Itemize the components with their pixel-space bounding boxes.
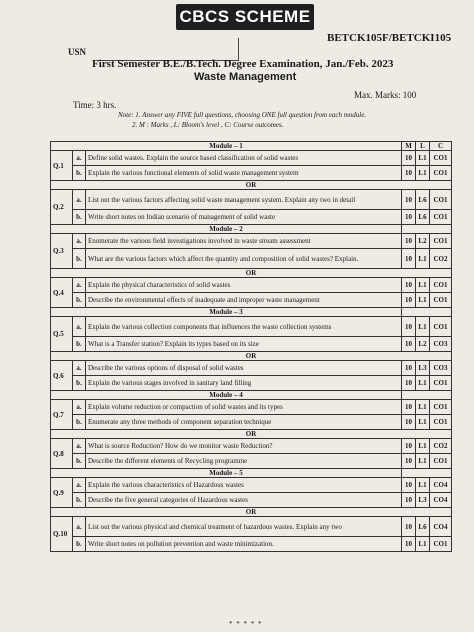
course-outcome: CO1 [430,166,452,181]
question-text: What is source Reduction? How do we monitor waste Reduction? [86,439,402,454]
time-allowed: Time: 3 hrs. [73,100,117,110]
question-text: Explain the various characteristics of Hazardous wastes [86,478,402,493]
question-text: Explain the various functional elements of solid waste management system [86,166,402,181]
blooms-level: L3 [416,361,430,376]
blooms-level: L2 [416,234,430,249]
or-label: OR [51,181,452,190]
question-part-row [51,493,452,508]
or-divider-row [51,430,452,439]
blooms-level: L1 [416,317,430,337]
question-text: Enumerate any three methods of component separation technique [86,415,402,430]
blooms-level: L6 [416,517,430,537]
module-header-row [51,391,452,400]
question-number: Q.8 [51,439,73,469]
course-outcome: CO1 [430,151,452,166]
question-text: List out the various physical and chemical treatment of hazardous wastes. Explain any two [86,517,402,537]
marks-value: 10 [402,234,416,249]
question-number: Q.3 [51,234,73,269]
question-part-row [51,361,452,376]
or-divider-row [51,269,452,278]
question-number: Q.5 [51,317,73,352]
blooms-level: L1 [416,278,430,293]
blooms-level: L1 [416,537,430,552]
question-part-row [51,234,452,249]
blooms-level: L1 [416,293,430,308]
instructions-note [118,110,366,130]
course-outcome: CO3 [430,361,452,376]
module-title: Module – 5 [51,469,402,478]
part-label: a. [73,517,86,537]
col-header-m: M [402,142,416,151]
course-outcome: CO1 [430,234,452,249]
col-header-c: C [430,142,452,151]
module-row-spacer [402,391,452,400]
part-label: a. [73,478,86,493]
question-text: What is a Transfer station? Explain its types based on its size [86,337,402,352]
question-part-row [51,376,452,391]
question-text: Write short notes on Indian scenario of management of solid waste [86,210,402,225]
marks-value: 10 [402,249,416,269]
module-header-row [51,308,452,317]
blooms-level: L1 [416,400,430,415]
part-label: b. [73,249,86,269]
question-text: Describe the five general categories of Hazardous wastes [86,493,402,508]
max-marks: Max. Marks: 100 [354,90,417,100]
question-number: Q.1 [51,151,73,181]
blooms-level: L1 [416,249,430,269]
part-label: b. [73,293,86,308]
module-title: Module – 2 [51,225,402,234]
blooms-level: L1 [416,478,430,493]
part-label: b. [73,454,86,469]
course-outcome: CO1 [430,317,452,337]
scheme-badge: CBCS SCHEME [176,4,314,30]
or-label: OR [51,508,452,517]
question-part-row [51,478,452,493]
blooms-level: L2 [416,337,430,352]
marks-value: 10 [402,210,416,225]
part-label: b. [73,337,86,352]
question-part-row [51,151,452,166]
question-number: Q.6 [51,361,73,391]
blooms-level: L1 [416,166,430,181]
question-part-row [51,337,452,352]
question-part-row [51,293,452,308]
module-row-spacer [402,308,452,317]
blooms-level: L3 [416,493,430,508]
question-part-row [51,517,452,537]
marks-value: 10 [402,517,416,537]
blooms-level: L6 [416,210,430,225]
course-outcome: CO1 [430,537,452,552]
part-label: b. [73,166,86,181]
marks-value: 10 [402,439,416,454]
question-text: List out the various factors affecting solid waste management system. Explain any two in detail [86,190,402,210]
question-text: What are the various factors which affect the quantity and composition of solid wastes? Explain. [86,249,402,269]
question-text: Describe the various options of disposal of solid wastes [86,361,402,376]
part-label: b. [73,376,86,391]
part-label: a. [73,278,86,293]
part-label: b. [73,537,86,552]
note-line-1: Note: 1. Answer any FIVE full questions, choosing ONE full question from each module. [118,111,367,119]
col-header-l: L [416,142,430,151]
question-part-row [51,317,452,337]
question-part-row [51,210,452,225]
module-header-row [51,225,452,234]
question-table [50,141,452,552]
usn-label: USN [68,47,87,57]
question-part-row [51,190,452,210]
part-label: b. [73,493,86,508]
question-text: Enumerate the various field investigations involved in waste stream assessment [86,234,402,249]
question-part-row [51,278,452,293]
marks-value: 10 [402,337,416,352]
question-number: Q.10 [51,517,73,552]
question-part-row [51,249,452,269]
module-header-row [51,142,452,151]
question-part-row [51,166,452,181]
blooms-level: L6 [416,190,430,210]
marks-value: 10 [402,454,416,469]
marks-value: 10 [402,478,416,493]
marks-value: 10 [402,361,416,376]
question-text: Explain the various collection components that influences the waste collection systems [86,317,402,337]
question-text: Explain volume reduction or compaction of solid wastes and its types [86,400,402,415]
module-title: Module – 1 [51,142,402,151]
part-label: b. [73,210,86,225]
question-number: Q.4 [51,278,73,308]
course-outcome: CO1 [430,376,452,391]
end-marker: * * * * * [229,620,263,628]
part-label: a. [73,439,86,454]
part-label: a. [73,361,86,376]
question-part-row [51,537,452,552]
course-outcome: CO1 [430,190,452,210]
course-outcome: CO4 [430,517,452,537]
marks-value: 10 [402,537,416,552]
course-outcome: CO1 [430,400,452,415]
note-line-2: 2. M : Marks , L: Bloom's level , C: Course outcomes. [132,121,284,129]
course-outcome: CO1 [430,210,452,225]
exam-title: First Semester B.E./B.Tech. Degree Examination, Jan./Feb. 2023 [92,58,394,70]
course-outcome: CO4 [430,493,452,508]
or-divider-row [51,508,452,517]
subject-title: Waste Management [194,71,297,83]
course-outcome: CO1 [430,293,452,308]
question-text: Describe the different elements of Recycling programme [86,454,402,469]
part-label: a. [73,400,86,415]
course-outcome: CO1 [430,278,452,293]
part-label: a. [73,234,86,249]
marks-value: 10 [402,317,416,337]
part-label: a. [73,317,86,337]
question-number: Q.9 [51,478,73,508]
module-title: Module – 4 [51,391,402,400]
question-text: Write short notes on pollution prevention and waste minimization. [86,537,402,552]
marks-value: 10 [402,415,416,430]
marks-value: 10 [402,400,416,415]
blooms-level: L1 [416,415,430,430]
question-part-row [51,439,452,454]
module-row-spacer [402,469,452,478]
blooms-level: L1 [416,454,430,469]
or-divider-row [51,181,452,190]
question-part-row [51,400,452,415]
blooms-level: L1 [416,376,430,391]
question-text: Explain the physical characteristics of solid wastes [86,278,402,293]
course-outcome: CO3 [430,337,452,352]
question-text: Describe the environmental effects of inadequate and improper waste management [86,293,402,308]
or-divider-row [51,352,452,361]
marks-value: 10 [402,493,416,508]
marks-value: 10 [402,166,416,181]
module-header-row [51,469,452,478]
marks-value: 10 [402,278,416,293]
part-label: b. [73,415,86,430]
question-text: Explain the various stages involved in sanitary land filling [86,376,402,391]
marks-value: 10 [402,190,416,210]
blooms-level: L1 [416,151,430,166]
marks-value: 10 [402,293,416,308]
question-text: Define solid wastes. Explain the source based classification of solid wastes [86,151,402,166]
part-label: a. [73,151,86,166]
or-label: OR [51,269,452,278]
course-outcome: CO2 [430,249,452,269]
course-outcome: CO1 [430,415,452,430]
course-outcome: CO2 [430,439,452,454]
part-label: a. [73,190,86,210]
question-part-row [51,415,452,430]
course-outcome: CO4 [430,478,452,493]
course-code: BETCK105F/BETCKI105 [327,32,452,44]
module-row-spacer [402,225,452,234]
marks-value: 10 [402,151,416,166]
marks-value: 10 [402,376,416,391]
module-title: Module – 3 [51,308,402,317]
question-number: Q.2 [51,190,73,225]
course-outcome: CO1 [430,454,452,469]
blooms-level: L1 [416,439,430,454]
or-label: OR [51,430,452,439]
question-number: Q.7 [51,400,73,430]
or-label: OR [51,352,452,361]
question-part-row [51,454,452,469]
